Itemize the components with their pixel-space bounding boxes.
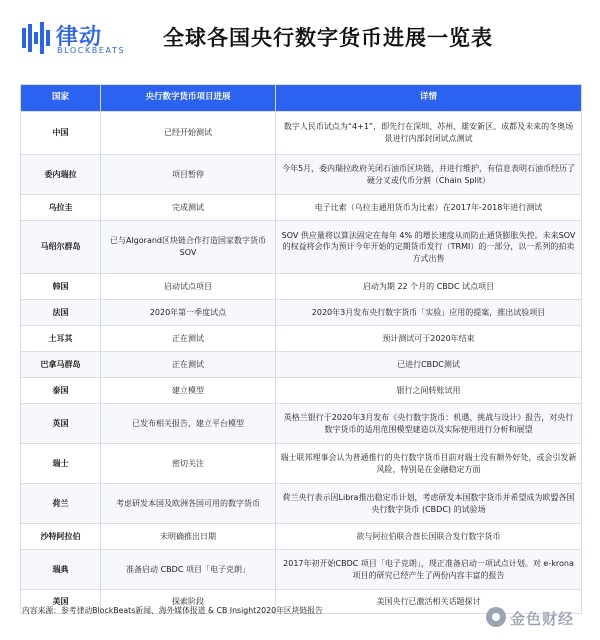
column-header-country: 国家 [21, 85, 101, 112]
details-cell: 今年5月，委内瑞拉政府关闭石油币区块链，并进行维护，有信息表明石油币经历了硬分叉或代币分割（Chain Split） [276, 155, 582, 195]
details-cell: 英格兰银行于2020年3月发布《央行数字货币：机遇、挑战与设计》报告，对央行数字货币的适用范围模型建造以及实际使用进行分析和展望 [276, 404, 582, 444]
country-cell: 马绍尔群岛 [21, 221, 101, 274]
progress-cell: 未明确推出日期 [101, 524, 276, 550]
progress-cell: 正在测试 [101, 352, 276, 378]
table-row [21, 352, 582, 378]
progress-cell: 探索阶段 [101, 590, 276, 614]
header [0, 0, 600, 80]
details-cell: 预计测试可于2020年结束 [276, 326, 582, 352]
details-cell: 启动为期 22 个月的 CBDC 试点项目 [276, 274, 582, 300]
progress-cell: 正在测试 [101, 326, 276, 352]
country-cell: 英国 [21, 404, 101, 444]
details-cell: 数字人民币试点为“4+1”，即先行在深圳、苏州、雄安新区、成都及未来的冬奥场景进行内部封闭试点测试 [276, 112, 582, 155]
country-cell: 土耳其 [21, 326, 101, 352]
table-row [21, 404, 582, 444]
details-cell: 2017年初开始CBDC 项目「电子克朗」，现正准备启动一项试点计划。对 e-krona 项目的研究已经产生了两份内容丰富的报告 [276, 550, 582, 590]
cbdc-progress-table [20, 84, 582, 614]
column-header-progress: 央行数字货币项目进展 [101, 85, 276, 112]
details-cell: 2020年3月发布央行数字货币「实验」应用的提案，推出试验项目 [276, 300, 582, 326]
country-cell: 巴拿马群岛 [21, 352, 101, 378]
country-cell: 中国 [21, 112, 101, 155]
logo-subtitle: BLOCKBEATS [57, 46, 126, 55]
table-row [21, 444, 582, 484]
table-row [21, 378, 582, 404]
progress-cell: 完成测试 [101, 195, 276, 221]
details-cell: SOV 供应量将以算法固定在每年 4% 的增长速度从而防止通货膨胀失控。未来SOV的权益将会作为预计今年开始的定期货币发行（TRMI）的一部分，以一系列的拍卖方式出售 [276, 221, 582, 274]
logo-bars-icon [22, 22, 52, 54]
table-row [21, 300, 582, 326]
table-row [21, 484, 582, 524]
table-row [21, 112, 582, 155]
details-cell: 已进行CBDC测试 [276, 352, 582, 378]
table-row [21, 274, 582, 300]
watermark-logo-icon [486, 607, 506, 627]
progress-cell: 准备启动 CBDC 项目「电子克朗」 [101, 550, 276, 590]
progress-cell: 项目暂停 [101, 155, 276, 195]
progress-cell: 启动试点项目 [101, 274, 276, 300]
column-header-details: 详情 [276, 85, 582, 112]
page-title: 全球各国央行数字货币进展一览表 [163, 26, 493, 50]
watermark [486, 606, 586, 630]
progress-cell: 建立模型 [101, 378, 276, 404]
brand-logo [22, 20, 142, 60]
country-cell: 韩国 [21, 274, 101, 300]
table-row [21, 155, 582, 195]
table-row [21, 195, 582, 221]
progress-cell: 2020年第一季度试点 [101, 300, 276, 326]
country-cell: 瑞士 [21, 444, 101, 484]
table-row [21, 326, 582, 352]
details-cell: 瑞士联邦理事会认为普通推行的央行数字货币目前对瑞士没有额外好处，或会引发新风险，特别是在金融稳定方面 [276, 444, 582, 484]
progress-cell: 已经开始测试 [101, 112, 276, 155]
table-row [21, 550, 582, 590]
watermark-text: 金色财经 [510, 610, 575, 628]
country-cell: 沙特阿拉伯 [21, 524, 101, 550]
progress-cell: 已发布相关报告，建立平台模型 [101, 404, 276, 444]
country-cell: 委内瑞拉 [21, 155, 101, 195]
progress-cell: 考虑研发本国及欧洲各国可用的数字货币 [101, 484, 276, 524]
country-cell: 瑞典 [21, 550, 101, 590]
country-cell: 乌拉圭 [21, 195, 101, 221]
details-cell: 荷兰央行表示因Libra推出稳定币计划，考虑研发本国数字货币并希望成为欧盟各国央行数字货币 (CBDC) 的试验场 [276, 484, 582, 524]
country-cell: 美国 [21, 590, 101, 614]
country-cell: 荷兰 [21, 484, 101, 524]
progress-cell: 密切关注 [101, 444, 276, 484]
logo-name: 律动 [56, 25, 103, 50]
table-header-row [21, 85, 582, 112]
details-cell: 电子比索（乌拉圭通用货币为比索）在2017年-2018年进行测试 [276, 195, 582, 221]
country-cell: 泰国 [21, 378, 101, 404]
details-cell: 美国央行已激活相关话题探讨 [276, 590, 582, 614]
details-cell: 欲与阿拉伯联合酋长国联合发行数字货币 [276, 524, 582, 550]
country-cell: 法国 [21, 300, 101, 326]
details-cell: 银行之间转账试用 [276, 378, 582, 404]
progress-cell: 已与Algorand区块链合作打造国家数字货币SOV [101, 221, 276, 274]
table-row [21, 524, 582, 550]
source-note: 内容来源：参考律动BlockBeats新闻、海外媒体报道 & CB Insight2020年区块链报告 [22, 606, 323, 615]
table-row [21, 221, 582, 274]
